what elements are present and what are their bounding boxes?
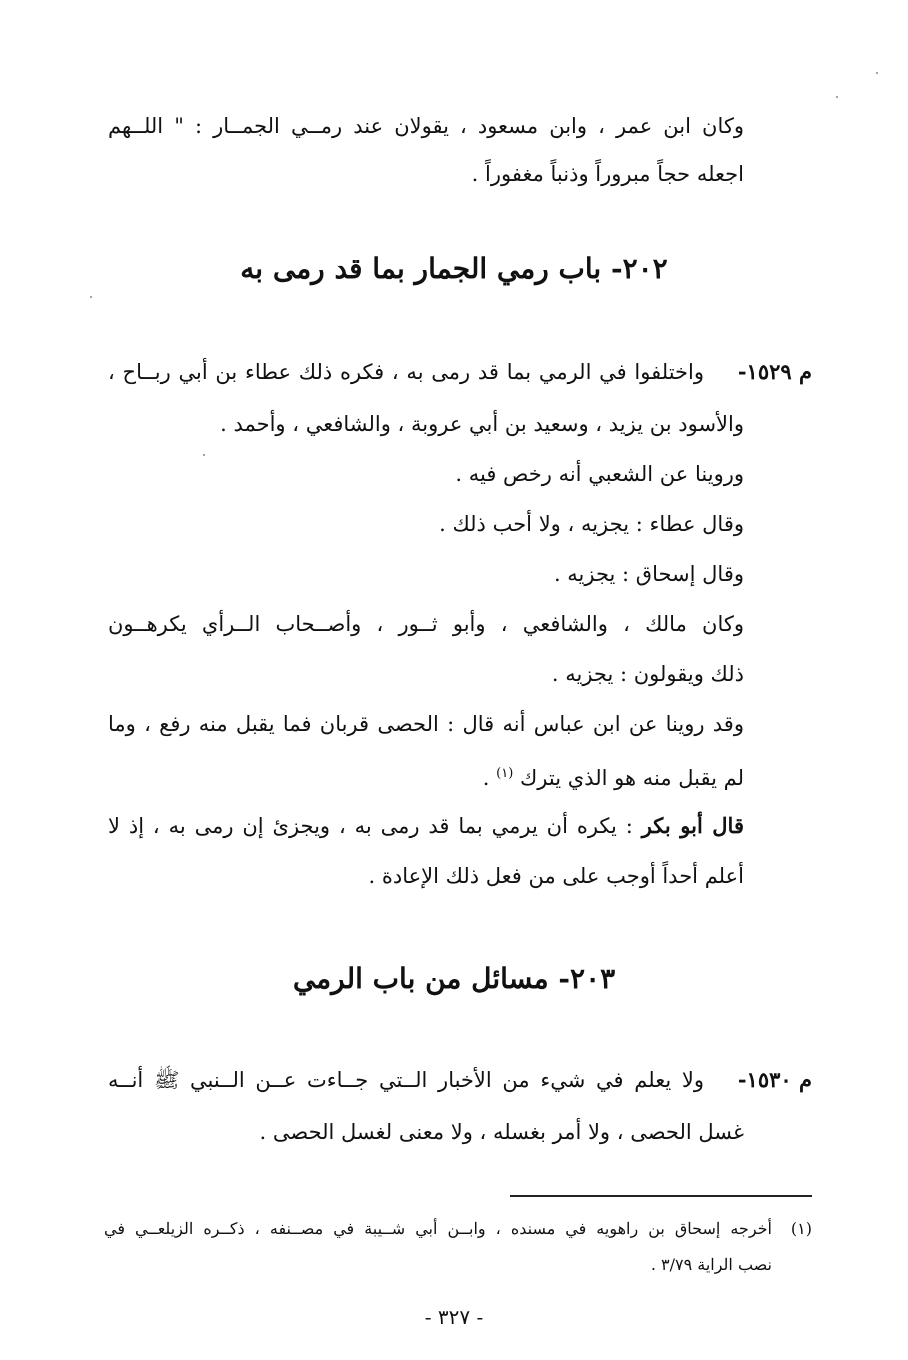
para-1530-line-1: ولا يعلم في شيء من الأخبار الــتي جــاءت عــن الــنبي ﷺ أنــه: [108, 1068, 704, 1092]
ibnabbas-line-2-end: .: [482, 766, 490, 790]
abubakr-line-1-text: : يكره أن يرمي بما قد رمى به ، ويجزئ إن رمى به ، إذ لا: [108, 814, 633, 838]
ibnabbas-line-1: وقد روينا عن ابن عباس أنه قال : الحصى قربان فما يقبل منه رفع ، وما: [108, 712, 744, 736]
ibnabbas-line-2: [483, 760, 744, 792]
scan-speck: [203, 454, 205, 456]
footnote-line-2: نصب الراية ٣/٧٩ .: [650, 1255, 772, 1274]
paragraph-number-1529: م ١٥٢٩-: [737, 359, 812, 384]
para-1529-line-1: واختلفوا في الرمي بما قد رمى به ، فكره ذلك عطاء بن أبي ربــاح ،: [108, 360, 704, 384]
intro-line-2: اجعله حجاً مبروراً وذنباً مغفوراً .: [471, 162, 744, 186]
abubakr-line-1: [108, 812, 744, 840]
footnote-number: (١): [790, 1219, 812, 1238]
malik-line-2: ذلك ويقولون : يجزيه .: [551, 662, 744, 686]
scan-speck: [836, 96, 838, 98]
scan-speck: [876, 72, 878, 74]
scan-speck: [90, 296, 92, 298]
shabi-line: وروينا عن الشعبي أنه رخص فيه .: [455, 462, 744, 486]
abubakr-label: قال أبو بكر: [641, 813, 744, 838]
footnote-reference: (١): [496, 766, 514, 781]
page-number: - ٣٢٧ -: [424, 1305, 484, 1329]
ibnabbas-line-2-text: لم يقبل منه هو الذي يترك: [520, 766, 744, 790]
footnote-separator: [510, 1195, 812, 1197]
footnote-line-1: أخرجه إسحاق بن راهويه في مسنده ، وابــن أبي شــيبة في مصــنفه ، ذكــره الزيلعــي في: [104, 1219, 772, 1238]
ata-line: وقال عطاء : يجزيه ، ولا أحب ذلك .: [439, 512, 744, 536]
abubakr-line-2: أعلم أحداً أوجب على من فعل ذلك الإعادة .: [368, 864, 744, 888]
intro-line-1: وكان ابن عمر ، وابن مسعود ، يقولان عند رمــي الجمــار : " اللــهم: [108, 114, 744, 138]
section-heading-203: ٢٠٣- مسائل من باب الرمي: [292, 962, 616, 995]
section-heading-202: ٢٠٢- باب رمي الجمار بما قد رمى به: [240, 252, 668, 285]
para-1530-line-2: غسل الحصى ، ولا أمر بغسله ، ولا معنى لغسل الحصى .: [259, 1120, 744, 1144]
paragraph-number-1530: م ١٥٣٠-: [737, 1067, 812, 1092]
malik-line-1: وكان مالك ، والشافعي ، وأبو ثــور ، وأصــحاب الــرأي يكرهــون: [108, 612, 744, 636]
para-1529-line-2: والأسود بن يزيد ، وسعيد بن أبي عروبة ، والشافعي ، وأحمد .: [220, 412, 744, 436]
ishaq-line: وقال إسحاق : يجزيه .: [553, 562, 744, 586]
